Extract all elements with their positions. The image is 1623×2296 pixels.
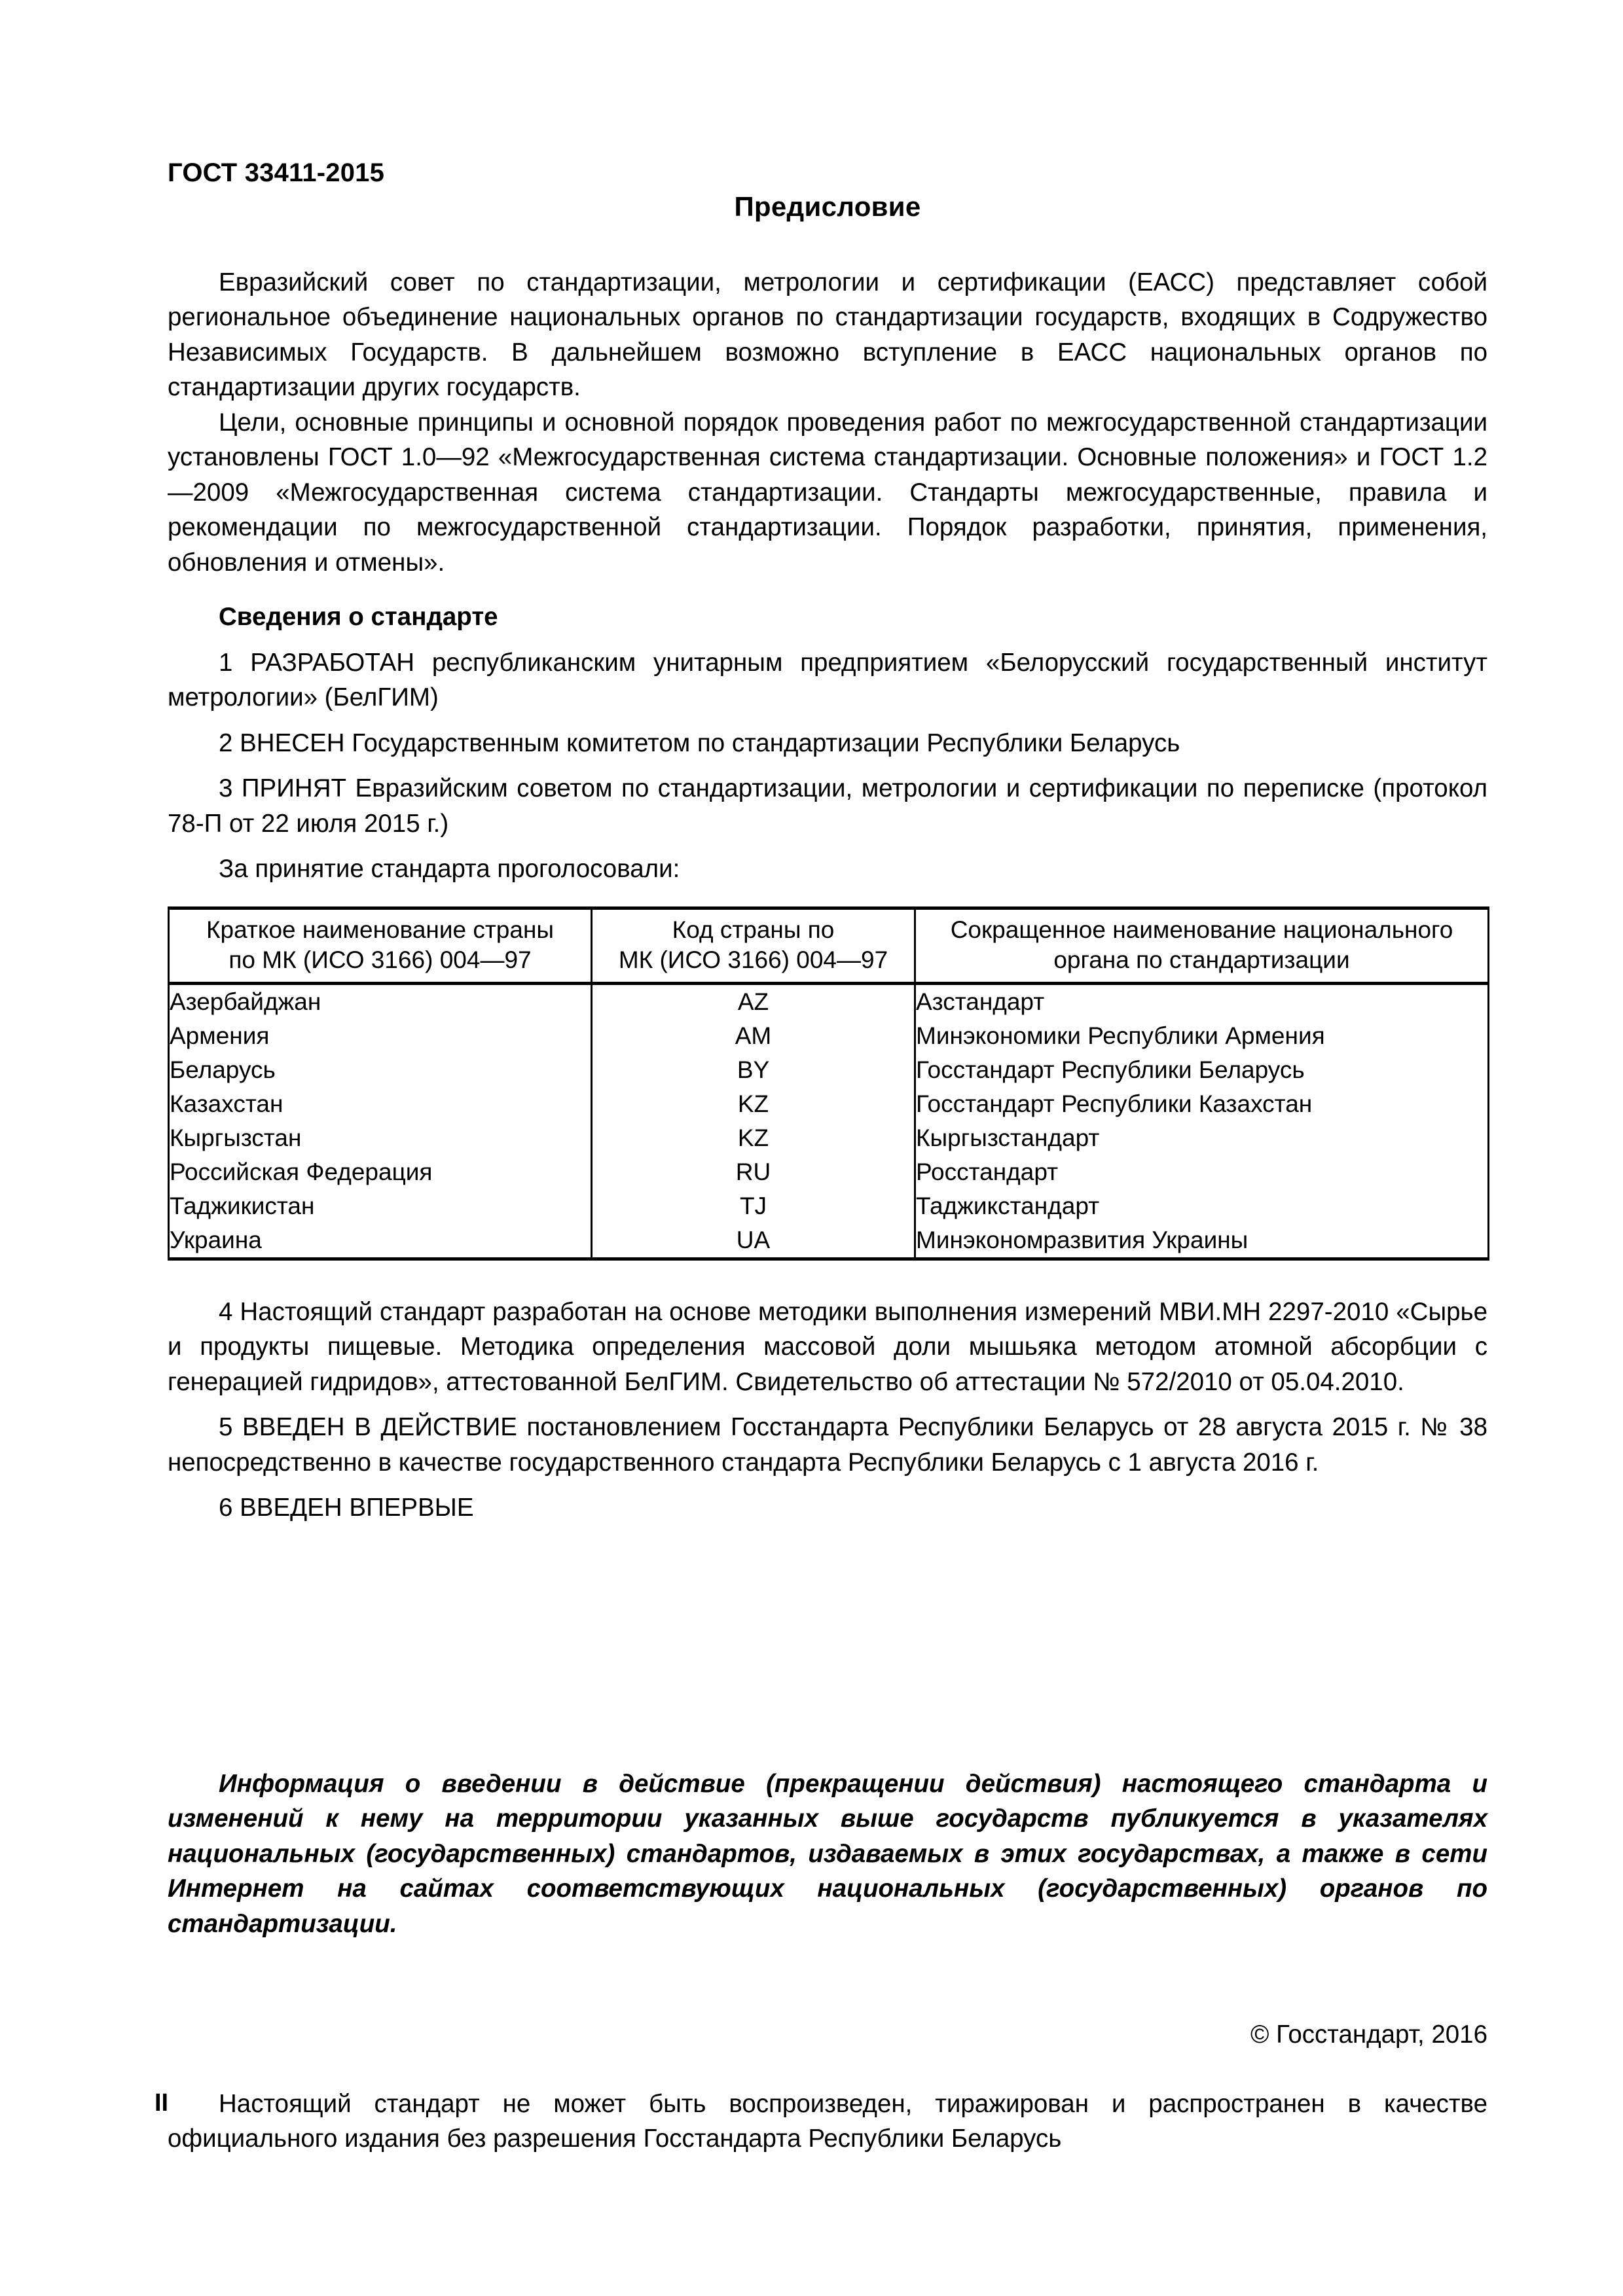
table-header-row xyxy=(169,908,1489,983)
cell-code: RU xyxy=(592,1155,915,1189)
table-header-code-line1: Код страны по xyxy=(672,916,835,943)
cell-country: Азербайджан xyxy=(169,983,592,1019)
table-row xyxy=(169,1087,1489,1121)
cell-code: TJ xyxy=(592,1189,915,1223)
foreword-paragraph-1: Евразийский совет по стандартизации, метрологии и сертификации (ЕАСС) представляет собой региональное объединение национальных органов по стандартизации государств, входящих в Содружество Независимых Государств. В дальнейшем возможно вступление в ЕАСС национальных органов по стандартизации других государств. xyxy=(168,268,1487,402)
cell-body: Азстандарт xyxy=(915,983,1489,1019)
running-head: ГОСТ 33411-2015 xyxy=(168,158,385,187)
standard-info-item-4: 4 Настоящий стандарт разработан на основе методики выполнения измерений МВИ.МН 2297-2010 «Сырье и продукты пищевые. Методика определения массовой доли мышьяка методом атомной абсорбции с генерацией гидридов», аттестованной БелГИМ. Свидетельство об аттестации № 572/2010 от 05.04.2010. xyxy=(168,1297,1487,1396)
table-row xyxy=(169,1155,1489,1189)
cell-body: Минэкономразвития Украины xyxy=(915,1223,1489,1259)
standard-info-item-1: 1 РАЗРАБОТАН республиканским унитарным предприятием «Белорусский государственный институт метрологии» (БелГИМ) xyxy=(168,648,1487,712)
cell-country: Армения xyxy=(169,1019,592,1053)
table-row xyxy=(169,1019,1489,1053)
cell-code: BY xyxy=(592,1053,915,1087)
cell-body: Госстандарт Республики Казахстан xyxy=(915,1087,1489,1121)
cell-country: Кыргызстан xyxy=(169,1121,592,1155)
reproduction-disclaimer: Настоящий стандарт не может быть воспроизведен, тиражирован и распространен в качестве официального издания без разрешения Госстандарта Республики Беларусь xyxy=(168,2089,1487,2153)
cell-body: Таджикстандарт xyxy=(915,1189,1489,1223)
cell-body: Росстандарт xyxy=(915,1155,1489,1189)
cell-country: Российская Федерация xyxy=(169,1155,592,1189)
cell-code: AM xyxy=(592,1019,915,1053)
vote-table xyxy=(168,906,1489,1261)
table-header-country-line2: по МК (ИСО 3166) 004—97 xyxy=(228,946,532,973)
standard-info-item-5: 5 ВВЕДЕН В ДЕЙСТВИЕ постановлением Госстандарта Республики Беларусь от 28 августа 2015 г. № 38 непосредственно в качестве государственного стандарта Республики Беларусь с 1 августа 2016 г. xyxy=(168,1413,1487,1477)
table-header-body-line2: органа по стандартизации xyxy=(1053,946,1350,973)
standard-info-item-6: 6 ВВЕДЕН ВПЕРВЫЕ xyxy=(219,1494,474,1522)
table-header-code xyxy=(592,908,915,983)
table-header-country-line1: Краткое наименование страны xyxy=(206,916,554,943)
cell-country: Казахстан xyxy=(169,1087,592,1121)
cell-code: KZ xyxy=(592,1087,915,1121)
table-row xyxy=(169,1121,1489,1155)
table-row xyxy=(169,1223,1489,1259)
cell-code: AZ xyxy=(592,983,915,1019)
foreword-paragraph-2: Цели, основные принципы и основной порядок проведения работ по межгосударственной стандартизации установлены ГОСТ 1.0—92 «Межгосударственная система стандартизации. Основные положения» и ГОСТ 1.2—2009 «Межгосударственная система стандартизации. Стандарты межгосударственные, правила и рекомендации по межгосударственной стандартизации. Порядок разработки, принятия, применения, обновления и отмены». xyxy=(168,408,1487,577)
page-title: Предисловие xyxy=(734,191,921,222)
table-row xyxy=(169,983,1489,1019)
table-header-body xyxy=(915,908,1489,983)
cell-country: Таджикистан xyxy=(169,1189,592,1223)
cell-country: Беларусь xyxy=(169,1053,592,1087)
table-row xyxy=(169,1053,1489,1087)
table-row xyxy=(169,1189,1489,1223)
cell-body: Госстандарт Республики Беларусь xyxy=(915,1053,1489,1087)
standard-info-item-3: 3 ПРИНЯТ Евразийским советом по стандартизации, метрологии и сертификации по переписке (протокол 78-П от 22 июля 2015 г.) xyxy=(168,774,1487,838)
cell-code: UA xyxy=(592,1223,915,1259)
cell-country: Украина xyxy=(169,1223,592,1259)
vote-intro-text: За принятие стандарта проголосовали: xyxy=(219,855,680,884)
page-content xyxy=(168,0,1487,2157)
table-header-body-line1: Сокращенное наименование национального xyxy=(950,916,1453,943)
cell-body: Минэкономики Республики Армения xyxy=(915,1019,1489,1053)
introduction-notice: Информация о введении в действие (прекращении действия) настоящего стандарта и изменений к нему на территории указанных выше государств публикуется в указателях национальных (государственных) стандартов, издаваемых в этих государствах, а также в сети Интернет на сайтах соответствующих национальных (государственных) органов по стандартизации. xyxy=(168,1769,1487,1938)
cell-body: Кыргызстандарт xyxy=(915,1121,1489,1155)
standard-info-item-2: 2 ВНЕСЕН Государственным комитетом по стандартизации Республики Беларусь xyxy=(219,728,1180,757)
table-header-country xyxy=(169,908,592,983)
page-number: II xyxy=(155,2089,169,2117)
cell-code: KZ xyxy=(592,1121,915,1155)
table-header-code-line2: МК (ИСО 3166) 004—97 xyxy=(618,946,888,973)
standard-info-heading: Сведения о стандарте xyxy=(219,603,498,632)
copyright-line: © Госстандарт, 2016 xyxy=(1250,2020,1487,2049)
